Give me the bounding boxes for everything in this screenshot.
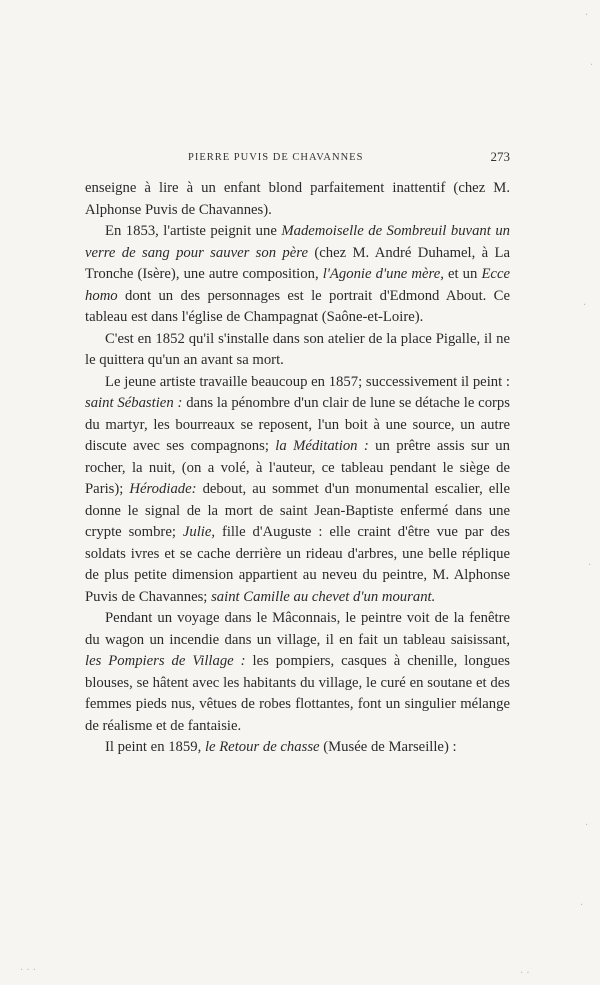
text-run: (chez M. André Duhamel, à La Tronche (Isère), une autre composition, [85, 244, 510, 282]
text-run: Il peint en 1859, [105, 739, 205, 755]
text-run: un prêtre assis sur un rocher, la nuit, (on a volé, à l'auteur, ce tableau pendant le siège de Paris); [85, 438, 510, 497]
text-run: et un [443, 266, 482, 282]
scan-artifact: · · · [20, 965, 36, 976]
text-run: dans la pénombre d'un clair de lune se détache le corps du martyr, les bourreaux se reposent, l'un boit à une source, un autre discute avec ses compagnons; [85, 395, 510, 454]
paragraph [85, 372, 510, 609]
italic-title: Julie, [182, 524, 216, 540]
text-run: dont un des personnages est le portrait d'Edmond About. Ce tableau est dans l'église de Champagnat (Saône-et-Loire). [85, 287, 510, 325]
italic-title: saint Camille au chevet d'un mourant. [211, 588, 436, 605]
paragraph [85, 221, 510, 329]
text-run: Le jeune artiste travaille beaucoup en 1857; successivement il peint : [105, 373, 510, 390]
italic-title: l'Agonie d'une mère, [322, 266, 444, 282]
italic-title: Mademoiselle de Sombreuil buvant un verre de sang pour sauver son père [85, 223, 511, 261]
paragraph [85, 329, 510, 372]
italic-title: Hérodiade: [129, 481, 197, 497]
running-head: PIERRE PUVIS DE CHAVANNES [188, 152, 364, 163]
italic-title: les Pompiers de Village : [85, 653, 246, 669]
scan-artifact: · [590, 60, 594, 71]
text-run: debout, au sommet d'un monumental escalier, elle donne le signal de la mort de saint Jean-Baptiste enfermé dans une crypte sombre; [85, 481, 510, 540]
paragraph [85, 608, 510, 737]
scan-artifact: · · [520, 968, 530, 979]
text-run: (Musée de Marseille) : [319, 739, 457, 755]
text-run: En 1853, l'artiste peignit une [105, 223, 282, 239]
paragraph [85, 737, 510, 759]
scan-artifact: · [585, 10, 589, 21]
italic-title: la Méditation : [275, 438, 369, 454]
text-run: fille d'Auguste : elle craint d'être vue par des soldats ivres et se cache derrière un rideau d'arbres, une belle réplique de plus petite dimension appartient au neveu du peintre, M. Alphonse Puvis de Chavannes; [85, 524, 510, 605]
text-run: les pompiers, casques à chenille, longues blouses, se hâtent avec les habitants du village, le curé en soutane et des femmes pieds nus, vêtues de robes flottantes, font un singulier mélange de réalisme et de fantaisie. [85, 653, 510, 734]
text-run: enseigne à lire à un enfant blond parfaitement inattentif (chez M. Alphonse Puvis de Chavannes). [85, 180, 510, 218]
scan-artifact: · [580, 900, 584, 911]
italic-title: le Retour de chasse [204, 739, 320, 755]
scan-artifact: · [588, 560, 592, 571]
paragraph [85, 178, 510, 221]
scan-artifact: · [583, 300, 587, 311]
page-number: 273 [490, 149, 510, 164]
scan-artifact: · [585, 820, 589, 831]
body-text [85, 178, 510, 759]
italic-title: Ecce homo [85, 266, 510, 304]
italic-title: saint Sébastien : [85, 395, 183, 411]
text-run: C'est en 1852 qu'il s'installe dans son atelier de la place Pigalle, il ne le quittera qu'un an avant sa mort. [85, 330, 510, 368]
text-run: Pendant un voyage dans le Mâconnais, le peintre voit de la fenêtre du wagon un incendie dans un village, il en fait un tableau saisissant, [85, 610, 510, 648]
